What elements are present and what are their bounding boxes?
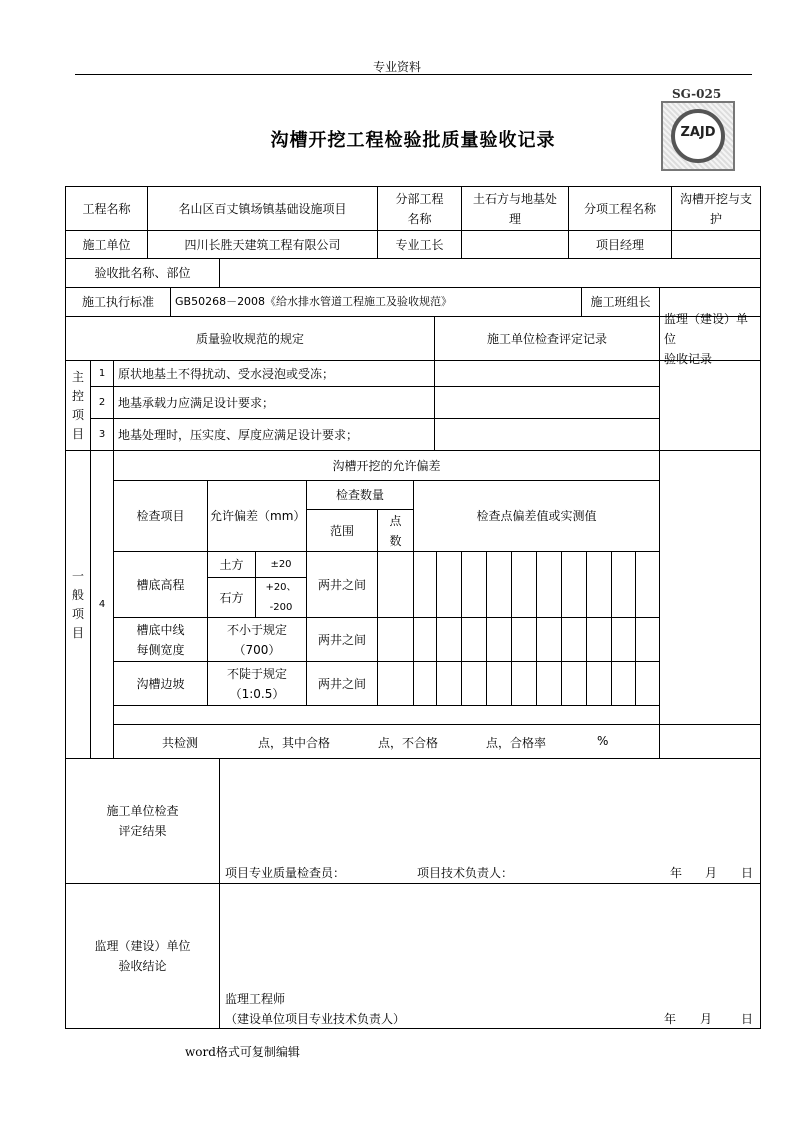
row-item: 槽底中线 每侧宽度: [136, 622, 185, 657]
row-tolerance: 不陡于规定 （1:0.5）: [226, 666, 287, 701]
summary-rate: 点，合格率: [486, 736, 547, 750]
row-range: 两井之间: [317, 577, 366, 592]
sub-project-label: 分部工程 名称: [395, 191, 444, 226]
row-tolerance: 不小于规定 （700）: [226, 622, 287, 657]
unit-result-label: 施工单位检查 评定结果: [106, 804, 179, 838]
row-item: 沟槽边坡: [136, 676, 185, 691]
supervisor-result-label: 监理（建设）单位 验收结论: [94, 939, 191, 973]
quality-inspector-label: 项目专业质量检查员：: [225, 866, 346, 880]
date-year: 年: [670, 866, 683, 880]
main-control-label: 主 控 项 目: [71, 369, 84, 441]
main-item-no: 2: [98, 396, 106, 408]
item-project-value: 沟槽开挖与支 护: [679, 191, 752, 226]
col-points: 点 数: [389, 513, 402, 548]
date-day: 日: [741, 866, 754, 880]
manager-label: 项目经理: [595, 237, 644, 252]
page-title: 沟槽开挖工程检验批质量验收记录: [270, 130, 556, 151]
standard-label: 施工执行标准: [81, 295, 154, 309]
construction-unit-label: 施工单位: [82, 237, 131, 252]
summary-fail: 点，不合格: [378, 736, 439, 750]
main-item-no: 3: [98, 428, 106, 440]
col-check-qty: 检查数量: [335, 488, 384, 502]
batch-label: 验收批名称、部位: [94, 266, 191, 280]
general-label: 一 般 项 目: [71, 568, 84, 640]
general-section-title: 沟槽开挖的允许偏差: [332, 458, 441, 473]
row-sub: 石方: [219, 590, 244, 605]
standard-value: GB50268－2008《给水排水管道工程施工及验收规范》: [175, 295, 453, 308]
item-project-label: 分项工程名称: [583, 201, 656, 216]
form-code: SG-025: [672, 87, 722, 101]
construction-unit-value: 四川长胜天建筑工程有限公司: [184, 237, 341, 252]
summary-total: 共检测: [162, 736, 199, 750]
unit-record-header: 施工单位检查评定记录: [486, 331, 607, 346]
sub-project-value: 土石方与地基处 理: [472, 191, 557, 226]
date-year: 年: [664, 1012, 677, 1026]
team-leader-label: 施工班组长: [590, 295, 651, 309]
row-range: 两井之间: [317, 632, 366, 647]
row-tolerance: ±20: [270, 558, 292, 570]
summary-percent: %: [597, 734, 609, 748]
date-month: 月: [705, 866, 718, 880]
project-name-value: 名山区百丈镇场镇基础设施项目: [178, 201, 347, 216]
main-item-no: 1: [98, 367, 106, 379]
row-item: 槽底高程: [136, 577, 185, 592]
main-item-text: 地基承载力应满足设计要求；: [118, 395, 275, 410]
col-check-item: 检查项目: [136, 509, 185, 523]
main-item-text: 原状地基土不得扰动、受水浸泡或受冻；: [118, 366, 335, 381]
foreman-label: 专业工长: [395, 237, 444, 252]
row-range: 两井之间: [317, 676, 366, 691]
tech-lead-label: 项目技术负责人：: [417, 866, 514, 880]
col-tolerance: 允许偏差（mm）: [210, 509, 306, 523]
row-sub: 土方: [219, 557, 244, 572]
date-day: 日: [741, 1012, 754, 1026]
supervisor-engineer-label: 监理工程师: [225, 992, 286, 1006]
general-item-no: 4: [98, 598, 106, 610]
col-values: 检查点偏差值或实测值: [476, 509, 597, 523]
date-month: 月: [700, 1012, 713, 1026]
page-header: 专业资料: [372, 60, 421, 74]
page-footer: word格式可复制编辑: [185, 1045, 300, 1059]
summary-pass: 点，其中合格: [258, 736, 331, 750]
supervisor-record-header: 监理（建设）单位 验收记录: [664, 311, 749, 366]
col-range: 范围: [329, 523, 354, 538]
supervisor-note: （建设单位项目专业技术负责人）: [225, 1012, 406, 1026]
row-tolerance: +20、 -200: [265, 581, 297, 613]
main-item-text: 地基处理时，压实度、厚度应满足设计要求；: [118, 427, 359, 442]
project-name-label: 工程名称: [82, 201, 131, 216]
logo-text: ZAJD: [680, 125, 716, 140]
spec-header: 质量验收规范的规定: [195, 331, 304, 346]
